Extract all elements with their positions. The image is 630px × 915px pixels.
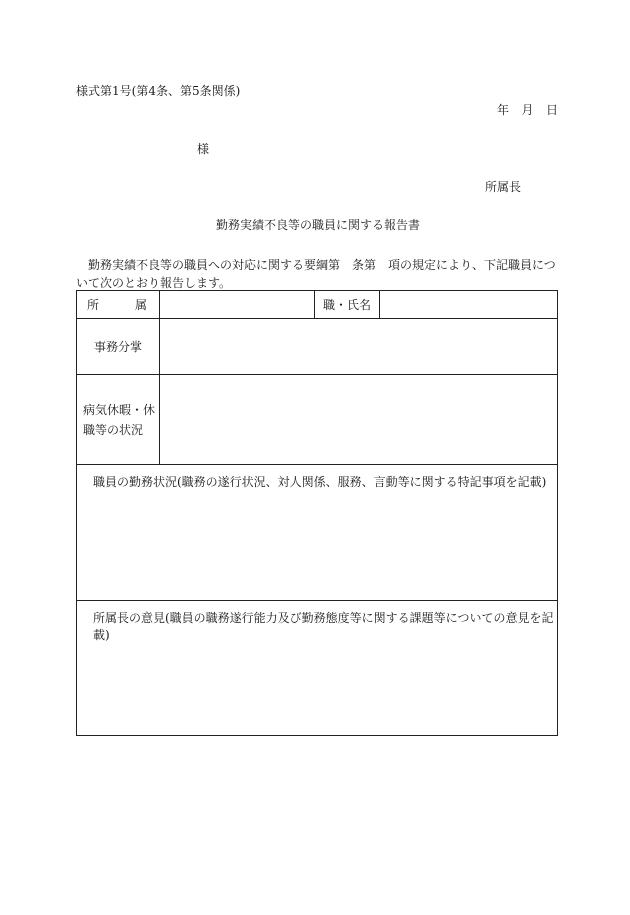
form-number: 様式第1号(第4条、第5条関係): [76, 84, 241, 98]
date-day-label: 日: [546, 103, 559, 117]
dept-label-a: 所: [87, 298, 100, 312]
row-head-opinion: [77, 601, 558, 736]
date-month-label: 月: [521, 103, 535, 117]
dept-label: [77, 291, 160, 319]
position-name-field[interactable]: [380, 291, 558, 319]
document-title: 勤務実績不良等の職員に関する報告書: [216, 218, 421, 232]
dept-label-b: 属: [135, 298, 148, 312]
head-opinion-label: 所属長の意見(職員の職務遂行能力及び勤務態度等に関する課題等についての意見を記載): [93, 611, 554, 642]
dept-value-field[interactable]: [160, 291, 315, 319]
date-line: [497, 104, 559, 116]
leave-label-line-1: 病気休暇・休: [83, 402, 156, 417]
row-leave: [77, 375, 558, 465]
report-table: [76, 290, 558, 736]
leave-field[interactable]: [160, 375, 558, 465]
duties-label: 事務分掌: [77, 319, 160, 375]
addressee-suffix: 様: [197, 142, 210, 156]
head-opinion-section[interactable]: [77, 601, 558, 736]
duties-field[interactable]: [160, 319, 558, 375]
leave-label-line-2: 職等の状況: [83, 422, 144, 437]
date-year-label: 年: [497, 103, 510, 117]
body-line-1: 勤務実績不良等の職員への対応に関する要綱第 条第 項の規定により、下記職員につ: [88, 258, 556, 272]
affiliation-head-label: 所属長: [485, 180, 522, 194]
position-name-label: 職・氏名: [315, 291, 380, 319]
row-duties: [77, 319, 558, 375]
leave-label: [77, 375, 160, 465]
row-dept-name: [77, 291, 558, 319]
row-work-status: [77, 465, 558, 601]
body-text: [76, 256, 558, 292]
work-status-label: 職員の勤務状況(職務の遂行状況、対人関係、服務、言動等に関する特記事項を記載): [93, 475, 547, 489]
work-status-section[interactable]: [77, 465, 558, 601]
body-line-2: いて次のとおり報告します。: [76, 276, 232, 290]
